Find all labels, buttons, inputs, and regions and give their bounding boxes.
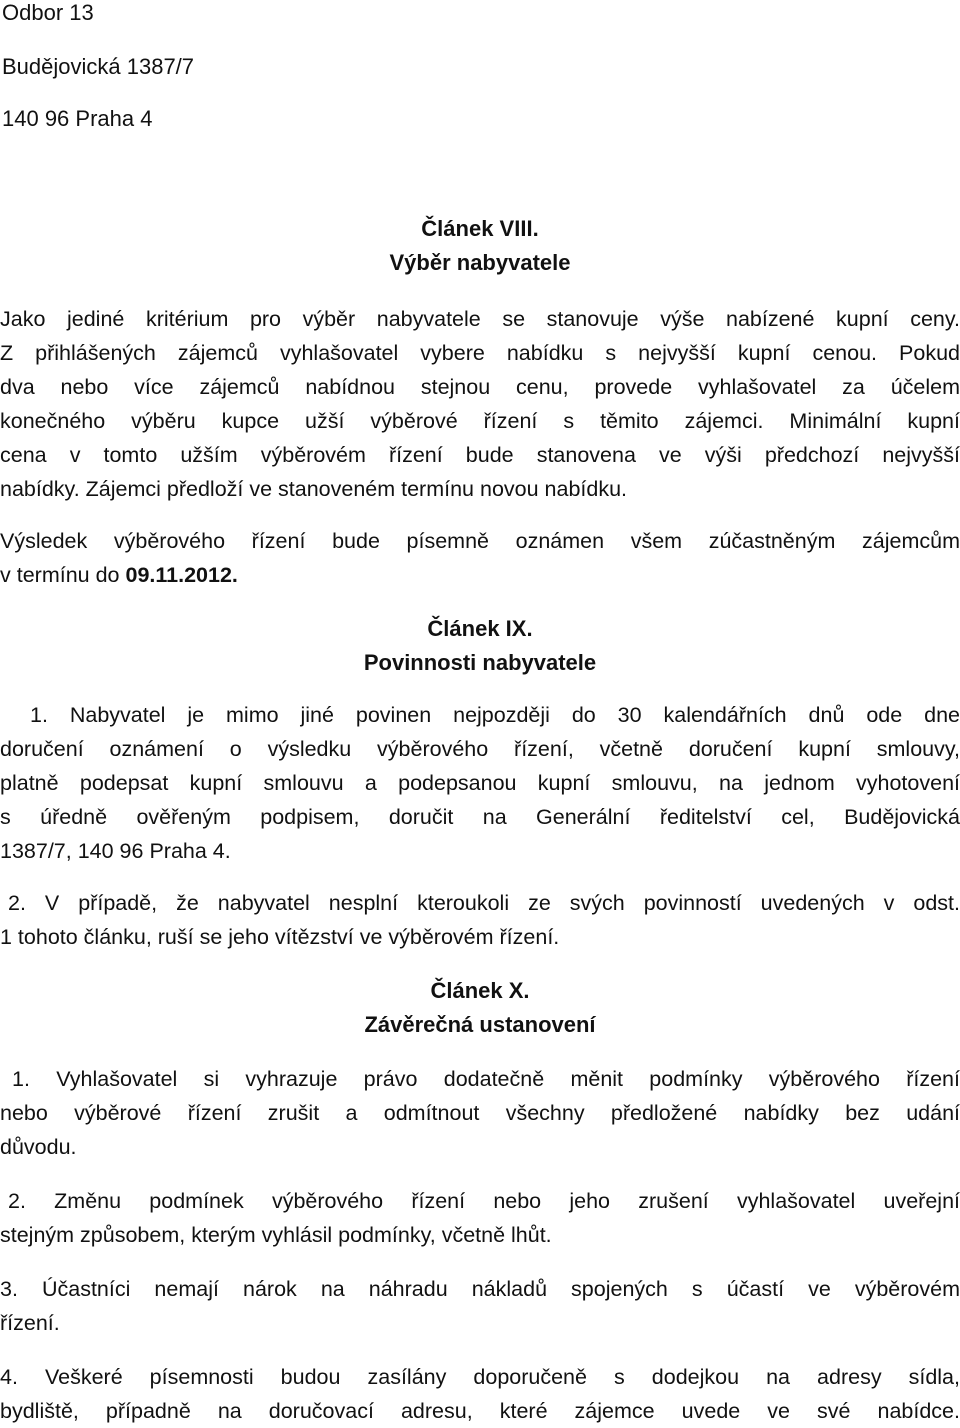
article-8-paragraph-2 xyxy=(0,524,960,592)
text-line: nabídky. Zájemci předloží ve stanoveném termínu novou nabídku. xyxy=(0,477,628,501)
text-line: konečného výběru kupce užší výběrové řízení s těmito zájemci. Minimální kupní xyxy=(0,409,960,433)
text-line: důvodu. xyxy=(0,1135,77,1159)
article-9-title: Článek IX. xyxy=(427,616,533,641)
text-line: Jako jediné kritérium pro výběr nabyvatele se stanovuje výše nabízené kupní ceny. xyxy=(0,307,960,331)
text-line: Z přihlášených zájemců vyhlašovatel vybere nabídku s nejvyšší kupní cenou. Pokud xyxy=(0,341,960,365)
text-line xyxy=(0,558,960,592)
article-9-item-1 xyxy=(0,698,960,868)
text-line: Výsledek výběrového řízení bude písemně oznámen všem zúčastněným zájemcům xyxy=(0,529,960,553)
text-line: platně podepsat kupní smlouvu a podepsanou kupní smlouvu, na jednom vyhotovení xyxy=(0,771,960,795)
text-line: řízení. xyxy=(0,1311,60,1335)
address-line-2: Budějovická 1387/7 xyxy=(2,54,195,79)
text-line: 1. Nabyvatel je mimo jiné povinen nejpozději do 30 kalendářních dnů ode dne xyxy=(30,703,960,727)
result-date: 09.11.2012. xyxy=(125,563,238,587)
article-8-paragraph-1 xyxy=(0,302,960,506)
article-10-subtitle: Závěrečná ustanovení xyxy=(364,1012,596,1037)
article-10-title: Článek X. xyxy=(430,978,530,1003)
article-9-subtitle: Povinnosti nabyvatele xyxy=(363,650,597,675)
text-line: 1. Vyhlašovatel si vyhrazuje právo dodatečně měnit podmínky výběrového řízení xyxy=(12,1067,960,1091)
text-line: 1 tohoto článku, ruší se jeho vítězství ve výběrovém řízení. xyxy=(0,925,560,949)
text-line: cena v tomto užším výběrovém řízení bude stanovena ve výši předchozí nejvyšší xyxy=(0,443,960,467)
article-8-title: Článek VIII. xyxy=(421,216,539,241)
article-10-item-2 xyxy=(0,1184,960,1252)
text-line: 4. Veškeré písemnosti budou zasílány doporučeně s dodejkou na adresy sídla, xyxy=(0,1365,960,1389)
text-line: 3. Účastníci nemají nárok na náhradu nákladů spojených s účastí ve výběrovém xyxy=(0,1277,960,1301)
text-line: s úředně ověřeným podpisem, doručit na Generální ředitelství cel, Budějovická xyxy=(0,805,960,829)
text-line: dva nebo více zájemců nabídnou stejnou cenu, provede vyhlašovatel za účelem xyxy=(0,375,960,399)
text-line: nebo výběrové řízení zrušit a odmítnout všechny předložené nabídky bez udání xyxy=(0,1101,960,1125)
article-9-item-2 xyxy=(0,886,960,954)
article-10-item-3 xyxy=(0,1272,960,1340)
text-line: 2. V případě, že nabyvatel nesplní kteroukoli ze svých povinností uvedených v odst. xyxy=(8,891,960,915)
article-10-item-4 xyxy=(0,1360,960,1428)
address-line-3: 140 96 Praha 4 xyxy=(2,106,153,131)
article-10-item-1 xyxy=(0,1062,960,1164)
text-fragment: v termínu do xyxy=(0,563,126,587)
text-line: doručení oznámení o výsledku výběrového řízení, včetně doručení kupní smlouvy, xyxy=(0,737,960,761)
article-8-subtitle: Výběr nabyvatele xyxy=(389,250,571,275)
text-line: 1387/7, 140 96 Praha 4. xyxy=(0,839,231,863)
text-line: 2. Změnu podmínek výběrového řízení nebo jeho zrušení vyhlašovatel uveřejní xyxy=(8,1189,960,1213)
text-line: bydliště, případně na doručovací adresu, které zájemce uvede ve své nabídce. xyxy=(0,1399,960,1423)
address-line-1: Odbor 13 xyxy=(2,0,94,25)
text-line: stejným způsobem, kterým vyhlásil podmínky, včetně lhůt. xyxy=(0,1223,552,1247)
